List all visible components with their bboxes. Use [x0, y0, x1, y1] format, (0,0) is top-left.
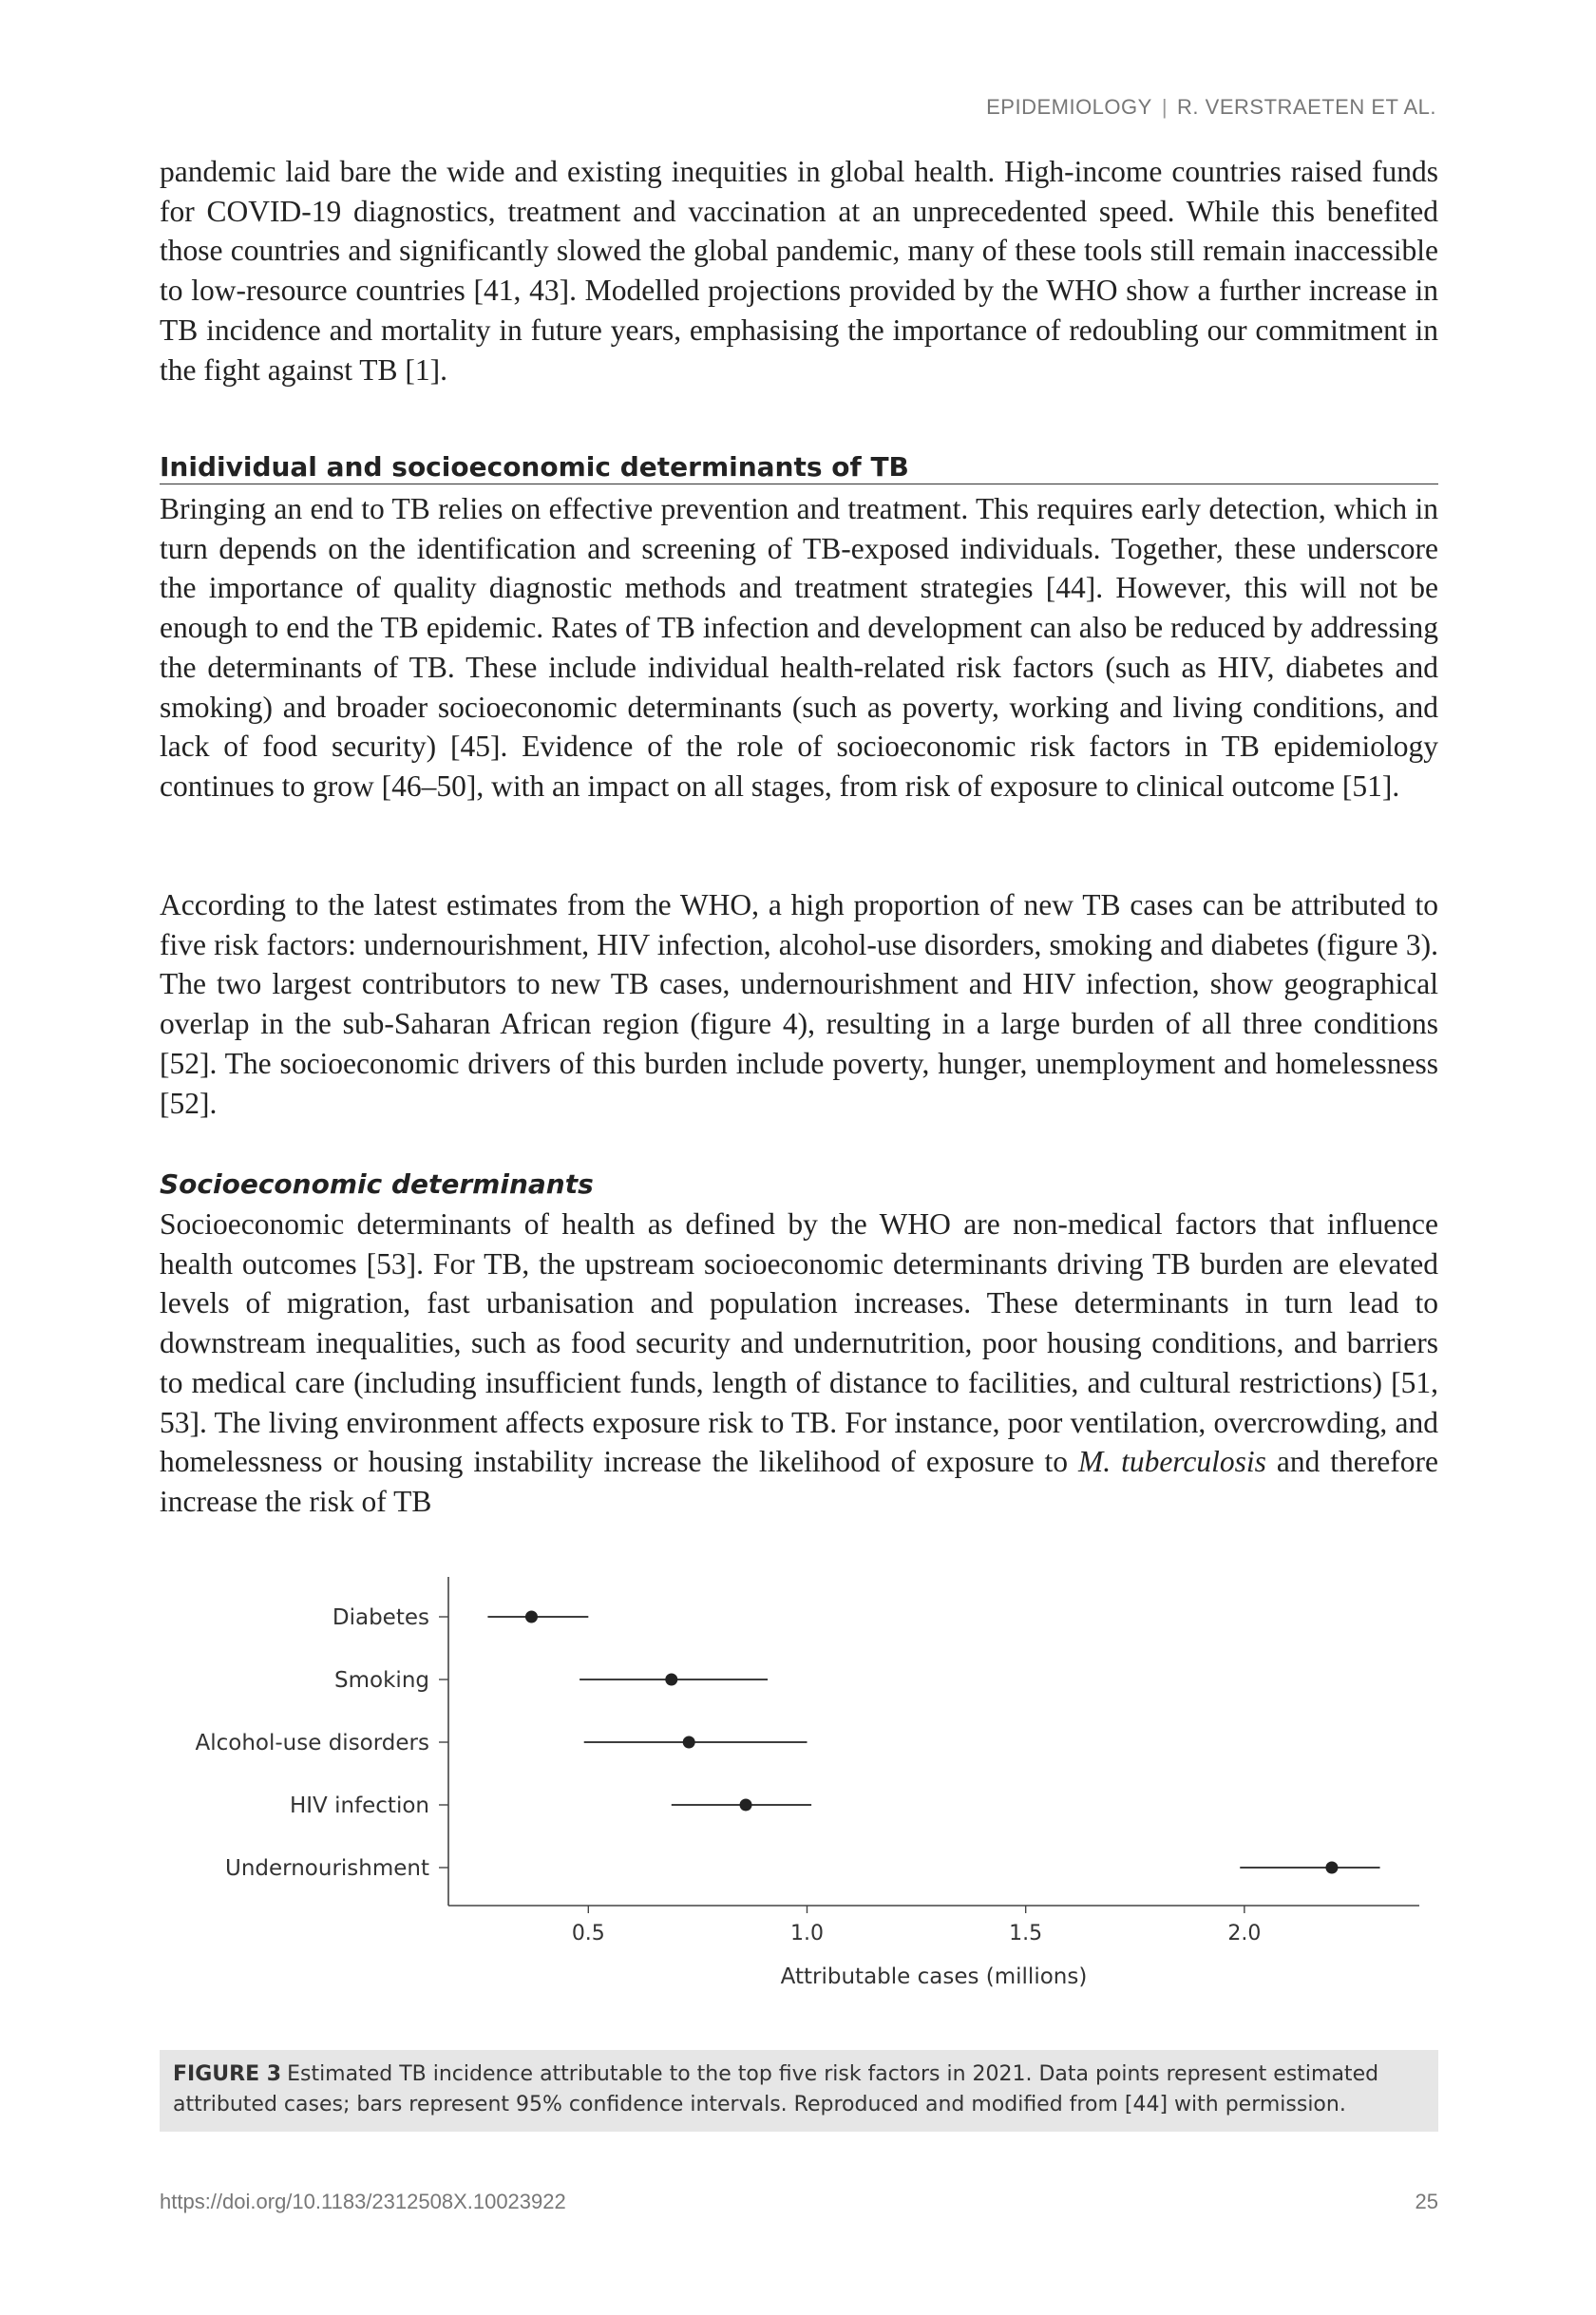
estimate-point [683, 1736, 695, 1749]
section-heading-determinants: Inidividual and socioeconomic determinants of TB [160, 451, 1438, 484]
running-head [986, 95, 1436, 120]
subsection-heading-socioeconomic: Socioeconomic determinants [160, 1168, 594, 1200]
figure-caption-text: Estimated TB incidence attributable to the top five risk factors in 2021. Data points represent estimated attributed cases; bars represent 95% confidence intervals. Reproduced and modified from [44] with permission. [173, 2062, 1379, 2116]
figure-3-chart [160, 1558, 1438, 2014]
page-number: 25 [1415, 2190, 1438, 2213]
x-axis-title: Attributable cases (millions) [780, 1964, 1088, 1989]
x-tick-label: 2.0 [1227, 1922, 1262, 1945]
species-name: M. tuberculosis [1077, 1445, 1266, 1479]
estimate-point [665, 1674, 677, 1686]
forest-plot [160, 1558, 1438, 2014]
figure-caption-label: FIGURE 3 [173, 2062, 282, 2086]
paragraph-socioeconomic [160, 1205, 1438, 1522]
y-tick-label: Smoking [334, 1668, 429, 1693]
chart-rows [487, 1611, 1379, 1874]
x-tick-label: 1.0 [789, 1922, 824, 1945]
estimate-point [1325, 1862, 1338, 1874]
chart-axes [196, 1577, 1420, 1945]
x-tick-label: 0.5 [571, 1922, 605, 1945]
paragraph-ending-tb: Bringing an end to TB relies on effective prevention and treatment. This requires early detection, which in turn depends on the identification and screening of TB-exposed individuals. Together, these underscore the importance of quality diagnostic methods and treatment strategies [44]. However, this will not be enough to end the TB epidemic. Rates of TB infection and development can also be reduced by addressing the determinants of TB. These include individual health-related risk factors (such as HIV, diabetes and smoking) and broader socioeconomic determinants (such as poverty, working and living conditions, and lack of food security) [45]. Evidence of the role of socioeconomic risk factors in TB epidemiology continues to grow [46–50], with an impact on all stages, from risk of exposure to clinical outcome [51]. [160, 492, 1438, 803]
paragraph-pandemic: pandemic laid bare the wide and existing inequities in global health. High-income countries raised funds for COVID-19 diagnostics, treatment and vaccination at an unprecedented speed. While this benefited those countries and significantly slowed the global pandemic, many of these tools still remain inaccessible to low-resource countries [41, 43]. Modelled projections provided by the WHO show a further increase in TB incidence and mortality in future years, emphasising the importance of redoubling our commitment in the fight against TB [1]. [160, 155, 1438, 387]
running-head-authors: R. VERSTRAETEN ET AL. [1177, 95, 1436, 119]
y-tick-label: Undernourishment [225, 1856, 429, 1881]
estimate-point [740, 1799, 752, 1812]
figure-caption [160, 2050, 1438, 2132]
paragraph-socioeconomic-text-end: and therefore increase the risk of TB [160, 1445, 1438, 1518]
paragraph-socioeconomic-text: Socioeconomic determinants of health as defined by the WHO are non-medical factors that influence health outcomes [53]. For TB, the upstream socioeconomic determinants driving TB burden are elevated levels of migration, fast urbanisation and population increases. These determinants in turn lead to downstream inequalities, such as food security and undernutrition, poor housing conditions, and barriers to medical care (including insufficient funds, length of distance to facilities, and cultural restrictions) [51, 53]. The living environment affects exposure risk to TB. For instance, poor ventilation, overcrowding, and homelessness or housing instability increase the likelihood of exposure to [160, 1207, 1438, 1479]
paragraph-who-estimates: According to the latest estimates from the WHO, a high proportion of new TB cases can be attributed to five risk factors: undernourishment, HIV infection, alcohol-use disorders, smoking and diabetes (figure 3). The two largest contributors to new TB cases, undernourishment and HIV infection, show geographical overlap in the sub-Saharan African region (figure 4), resulting in a large burden of all three conditions [52]. The socioeconomic drivers of this burden include poverty, hunger, unemployment and homelessness [52]. [160, 888, 1438, 1120]
y-tick-label: Diabetes [332, 1605, 429, 1630]
estimate-point [525, 1611, 538, 1623]
footer-doi: https://doi.org/10.1183/2312508X.10023922 [160, 2190, 566, 2213]
y-tick-label: Alcohol-use disorders [195, 1731, 429, 1755]
running-head-divider: | [1161, 95, 1168, 119]
x-tick-label: 1.5 [1009, 1922, 1043, 1945]
y-tick-label: HIV infection [289, 1793, 429, 1818]
running-head-section: EPIDEMIOLOGY [986, 95, 1152, 119]
